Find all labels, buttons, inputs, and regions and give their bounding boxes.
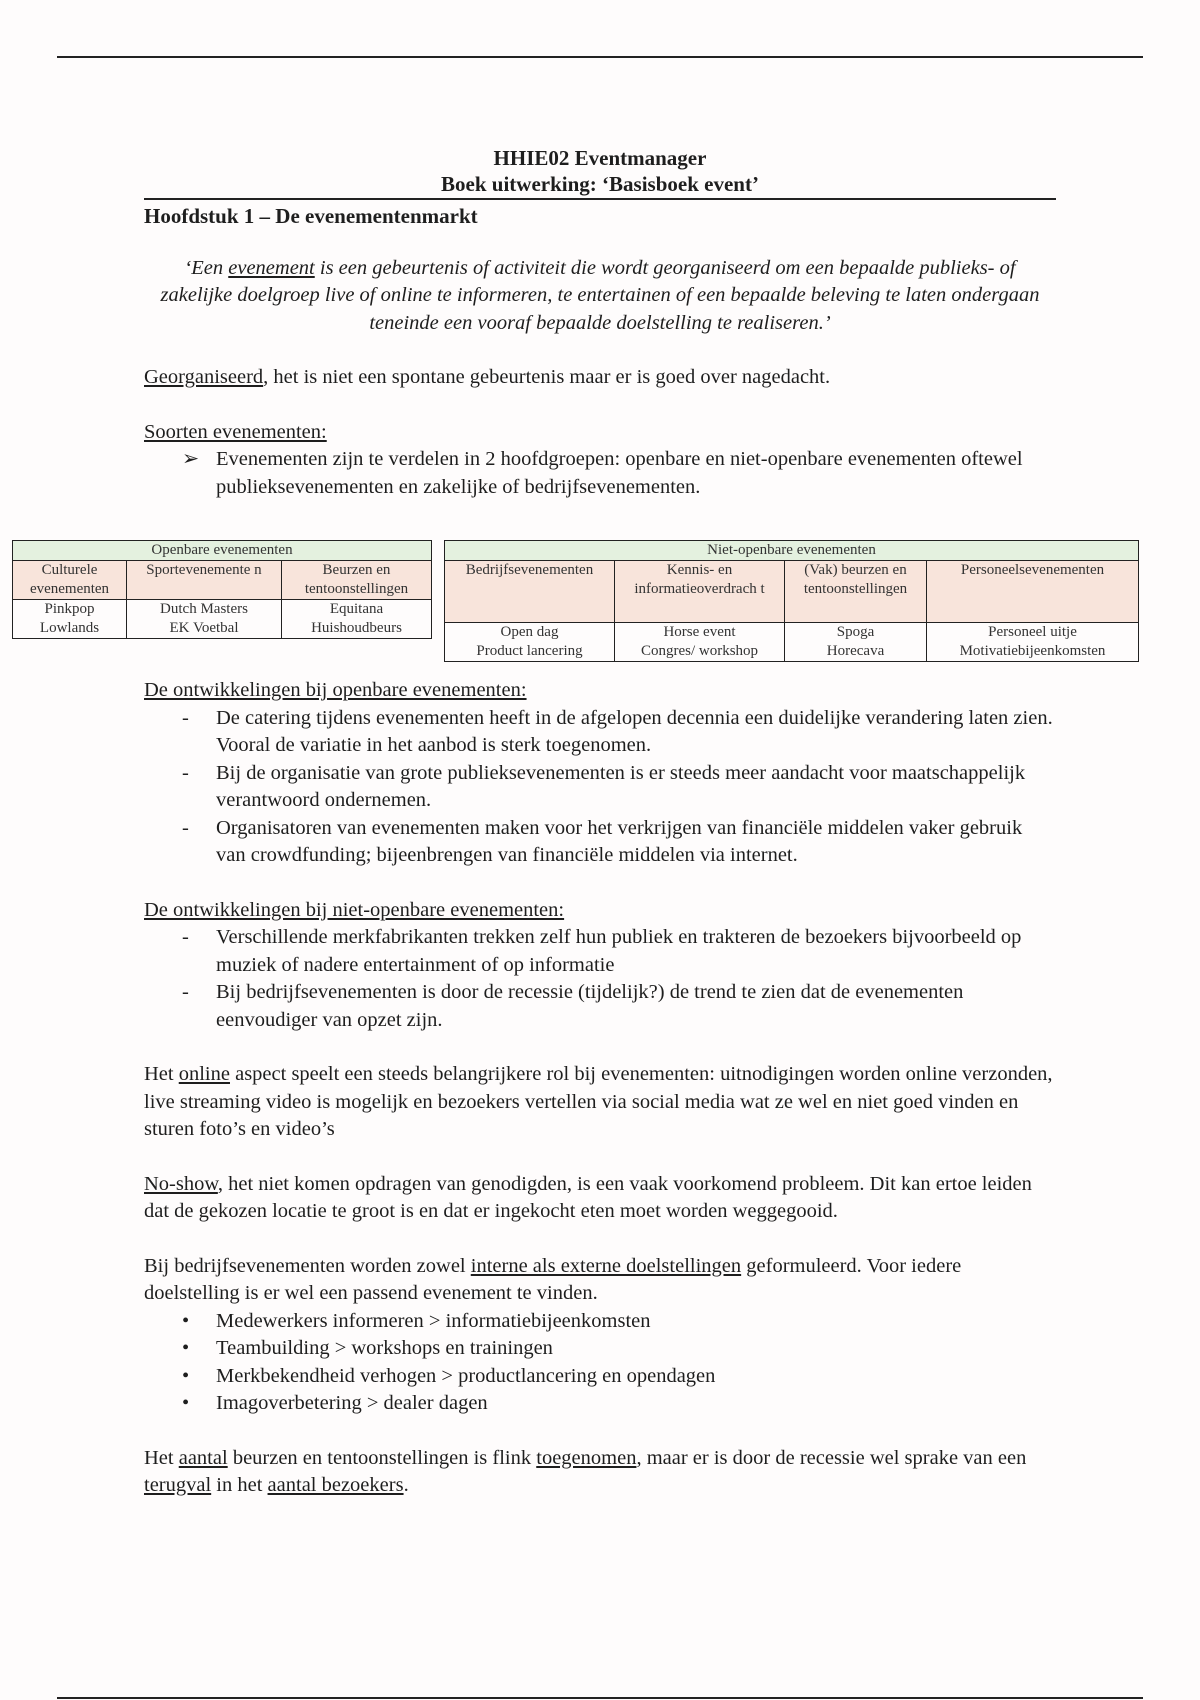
document-header [144, 145, 1056, 200]
event-type-tables [12, 540, 1142, 668]
list-item: - De catering tijdens evenementen heeft in de afgelopen decennia een duidelijke verandering laten zien. Vooral de variatie in het aanbod is sterk toegenomen. [182, 706, 1053, 756]
term-online: online [178, 1063, 230, 1085]
table-cell: Open dag Product lancering [445, 623, 615, 662]
table-cell: Personeel uitje Motivatiebijeenkomsten [927, 623, 1139, 662]
list-item: • Teambuilding > workshops en trainingen [144, 1335, 1056, 1363]
table-column-header: (Vak) beurzen en tentoonstellingen [785, 561, 927, 623]
term-no-show: No-show [144, 1172, 218, 1195]
beurzen-paragraph: Het aantal beurzen en tentoonstellingen is flink toegenomen, maar er is door de recessie wel sprake van een terugval in het aantal bezoekers. [144, 1446, 1027, 1496]
niet-openbaar-heading: De ontwikkelingen bij niet-openbare evenementen: [144, 898, 565, 921]
table-column-header: Culturele evenementen [13, 561, 127, 600]
table-cell: Horse event Congres/ workshop [615, 623, 785, 662]
list-item: - Organisatoren van evenementen maken voor het verkrijgen van financiële middelen vaker gebruik van crowdfunding; bijeenbrengen van financiële middelen via internet. [182, 816, 1023, 866]
dash-bullet-icon: - [182, 706, 189, 729]
list-item: - Bij de organisatie van grote publieksevenementen is er steeds meer aandacht voor maatschappelijk verantwoord ondernemen. [182, 761, 1026, 811]
table-cell: Pinkpop Lowlands [13, 600, 127, 639]
soorten-list [144, 446, 1056, 501]
table-cell: Equitana Huishoudbeurs [282, 600, 432, 639]
noshow-paragraph: No-show, het niet komen opdragen van genodigden, is een vaak voorkomend probleem. Dit kan ertoe leiden dat de gekozen locatie te groot is en dat er ingekocht eten moet worden weggegooid. [144, 1172, 1032, 1222]
georganiseerd-paragraph: Georganiseerd, het is niet een spontane gebeurtenis maar er is goed over nagedacht. [144, 366, 831, 388]
online-paragraph: Het online aspect speelt een steeds belangrijkere rol bij evenementen: uitnodigingen worden online verzonden, live streaming video is mogelijk en bezoekers vertellen via social media wat ze wel en niet goed vinden en sturen foto’s en video’s [144, 1063, 1053, 1140]
table-column-header: Kennis- en informatieoverdrach t [615, 561, 785, 623]
list-item: ➢ Evenementen zijn te verdelen in 2 hoofdgroepen: openbare en niet-openbare evenementen oftewel publieksevenementen en zakelijke of bedrijfsevenementen. [182, 448, 1023, 498]
list-item: • Medewerkers informeren > informatiebijeenkomsten [144, 1308, 1056, 1336]
top-rule [57, 56, 1143, 58]
table-niet-openbare-evenementen [444, 540, 1139, 662]
table-column-header: Beurzen en tentoonstellingen [282, 561, 432, 600]
list-item: - Verschillende merkfabrikanten trekken zelf hun publiek en trakteren de bezoekers bijvoorbeeld op muziek of nadere entertainment of op informatie [182, 926, 1022, 976]
dot-bullet-icon: • [182, 1309, 190, 1332]
list-item: - Bij bedrijfsevenementen is door de recessie (tijdelijk?) de trend te zien dat de evenementen eenvoudiger van opzet zijn. [182, 981, 964, 1031]
table-column-header: Bedrijfsevenementen [445, 561, 615, 623]
niet-openbaar-list [144, 924, 1056, 1034]
table-column-header: Sportevenemente n [127, 561, 282, 600]
bottom-rule [57, 1697, 1143, 1699]
table-cell: Spoga Horecava [785, 623, 927, 662]
openbaar-heading: De ontwikkelingen bij openbare evenementen: [144, 679, 527, 701]
term-georganiseerd: Georganiseerd [144, 366, 264, 388]
book-title: Boek uitwerking: ‘Basisboek event’ [441, 172, 759, 196]
document-body-continued [144, 677, 1056, 1500]
list-item: • Imagoverbetering > dealer dagen [144, 1390, 1056, 1418]
dot-bullet-icon: • [182, 1364, 190, 1387]
dot-bullet-icon: • [182, 1337, 190, 1359]
chapter-heading: Hoofdstuk 1 – De evenementenmarkt [144, 204, 478, 228]
term-evenement: evenement [228, 256, 315, 279]
doelstellingen-list [144, 1308, 1056, 1418]
list-item: • Merkbekendheid verhogen > productlancering en opendagen [144, 1363, 1056, 1391]
soorten-heading: Soorten evenementen: [144, 420, 327, 443]
dot-bullet-icon: • [182, 1392, 190, 1414]
dash-bullet-icon: - [182, 816, 189, 839]
table-openbare-evenementen [12, 540, 432, 639]
document-body [144, 145, 1056, 501]
course-title: HHIE02 Eventmanager [493, 146, 707, 170]
table-column-header: Personeelsevenementen [927, 561, 1139, 623]
table-title: Openbare evenementen [13, 541, 432, 561]
openbaar-list [144, 705, 1056, 870]
doelstellingen-paragraph: Bij bedrijfsevenementen worden zowel interne als externe doelstellingen geformuleerd. Voor iedere doelstelling is er wel een passend evenement te vinden. [144, 1254, 962, 1304]
arrow-bullet-icon: ➢ [182, 448, 200, 470]
definition-quote: ‘Een evenement is een gebeurtenis of activiteit die wordt georganiseerd om een bepaalde publieks- of zakelijke doelgroep live of online te informeren, te entertainen of een bepaalde beleving te laten ondergaan teneinde een vooraf bepaalde doelstelling te realiseren.’ [160, 256, 1040, 334]
dash-bullet-icon: - [182, 981, 189, 1003]
dash-bullet-icon: - [182, 926, 189, 948]
table-cell: Dutch Masters EK Voetbal [127, 600, 282, 639]
table-title: Niet-openbare evenementen [445, 541, 1139, 561]
term-doelstellingen: interne als externe doelstellingen [470, 1254, 742, 1277]
dash-bullet-icon: - [182, 761, 189, 784]
